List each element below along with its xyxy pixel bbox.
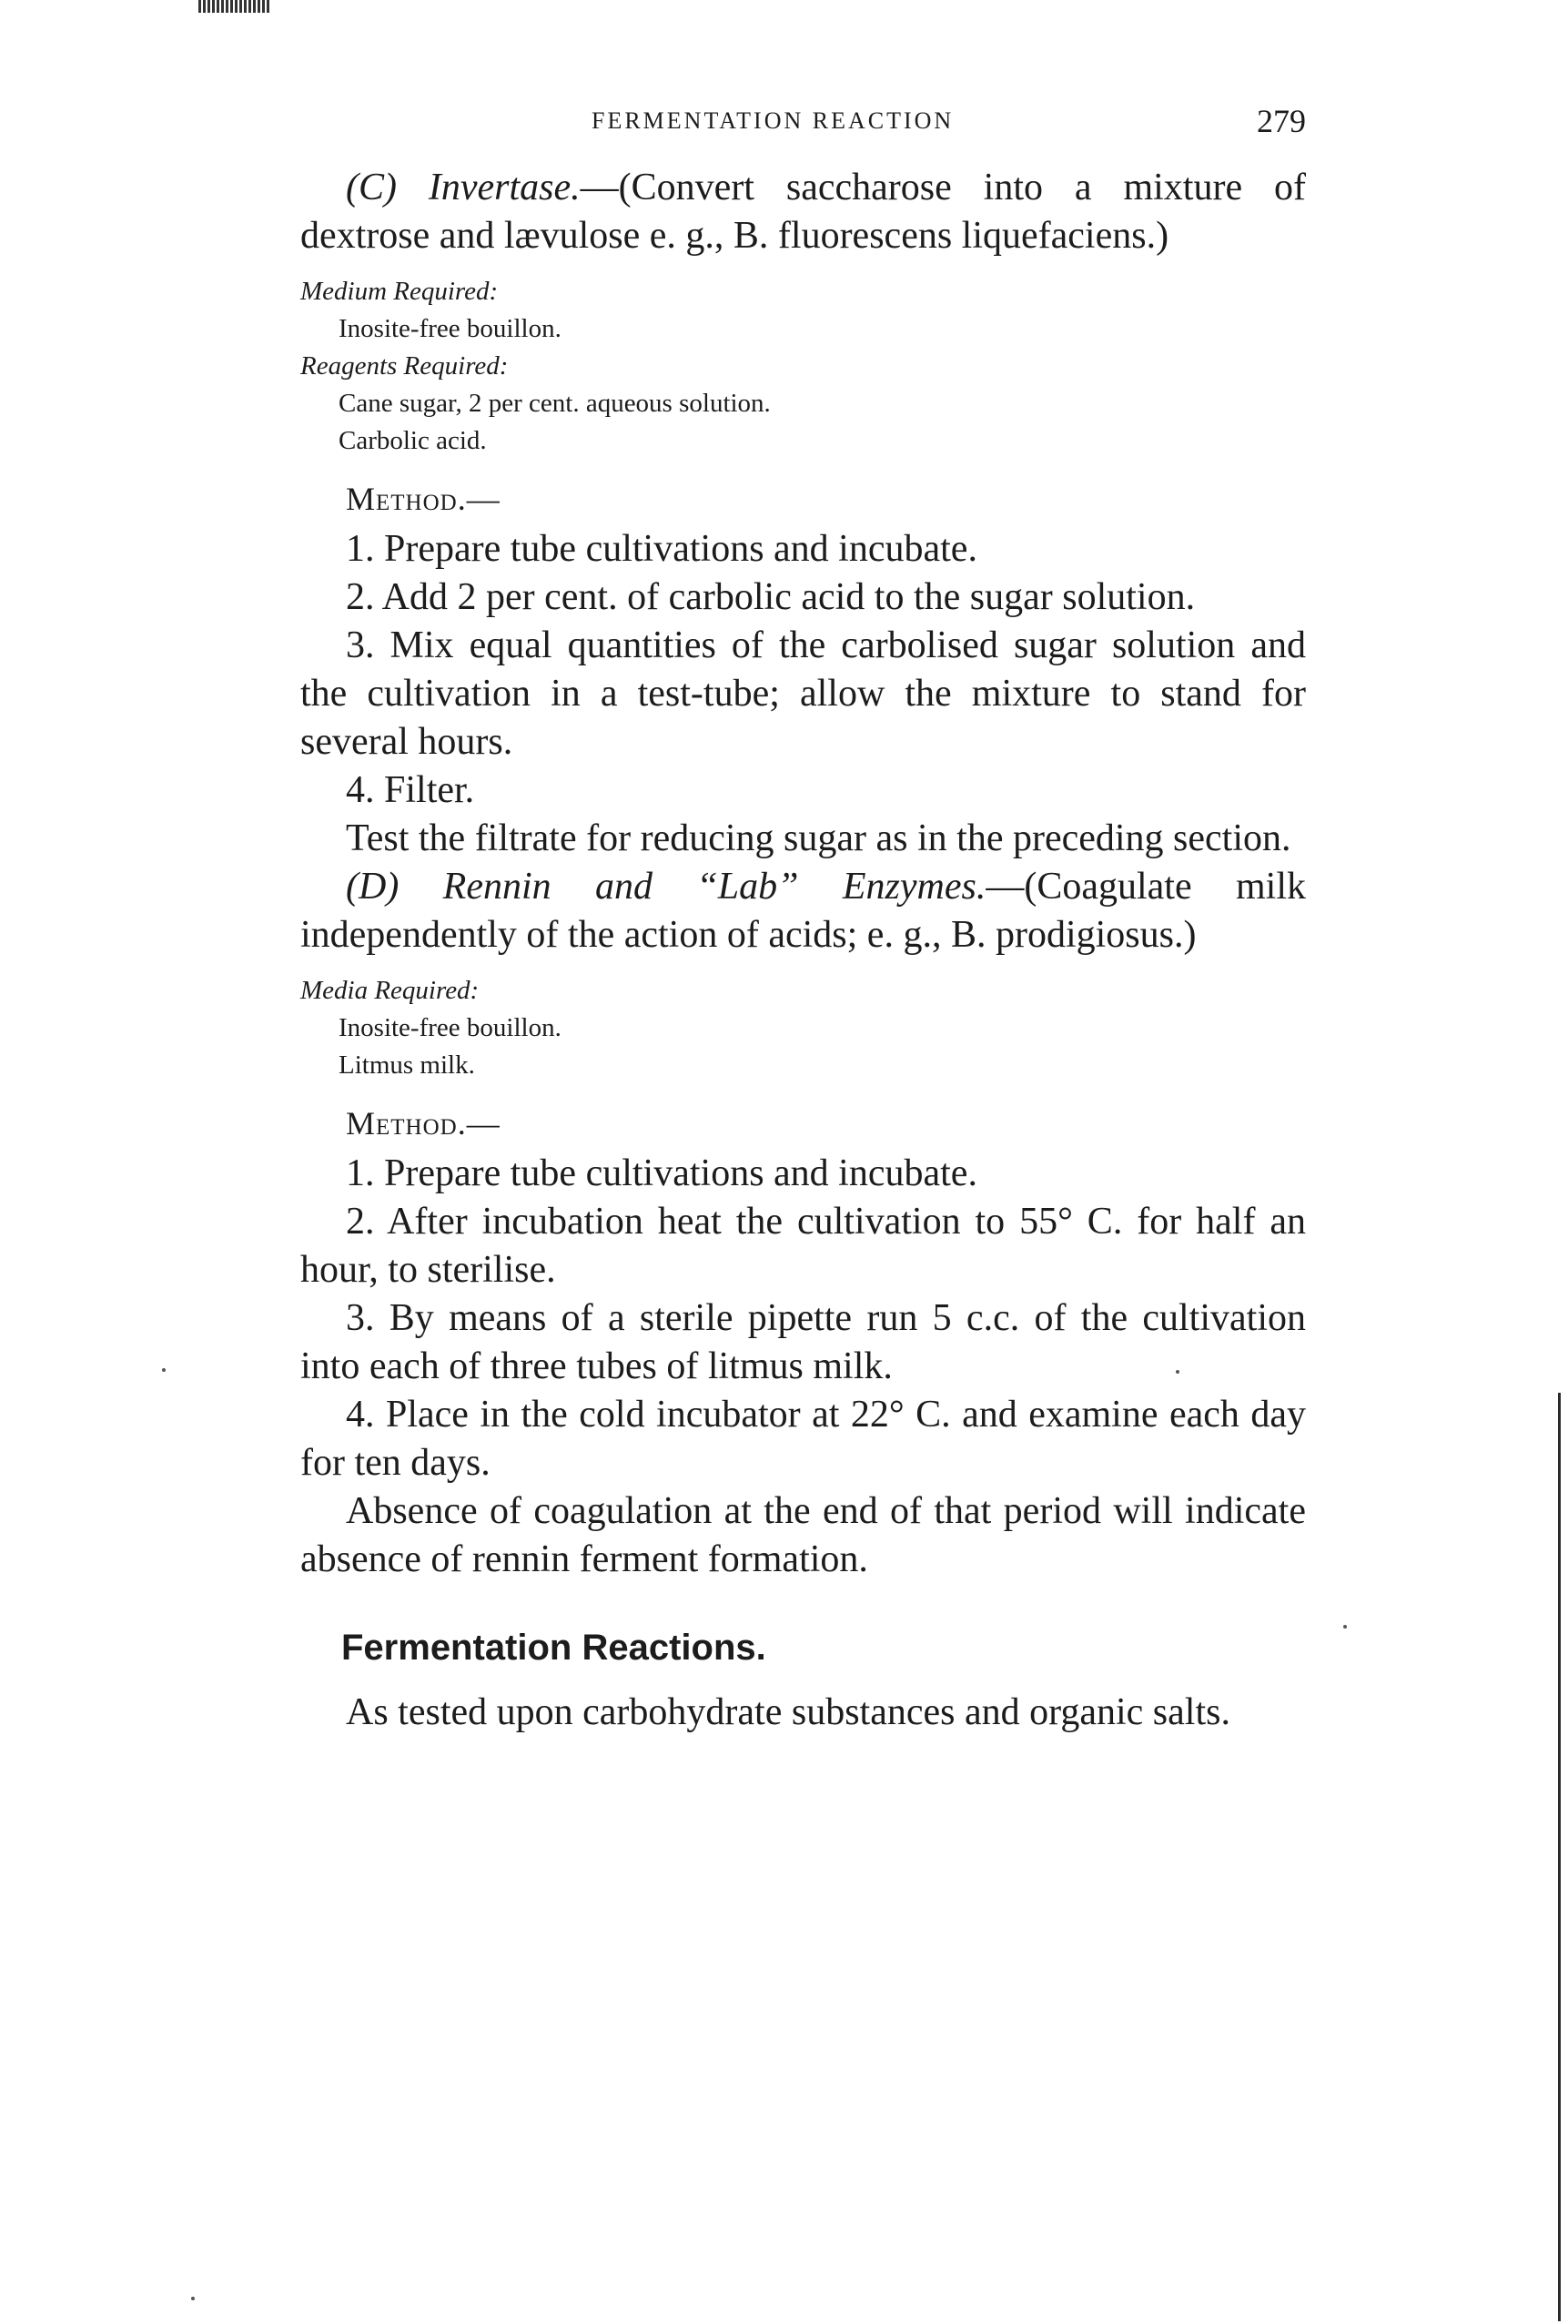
method-step: 2. Add 2 per cent. of carbolic acid to the sugar solution. — [346, 576, 1196, 618]
rennin-title: (D) Rennin and “Lab” Enzymes. — [346, 866, 986, 908]
media-required-label: Media Required: — [300, 976, 480, 1005]
fermentation-reactions-section — [300, 1628, 1306, 1737]
reagent-item: Cane sugar, 2 per cent. aqueous solution. — [339, 389, 771, 418]
method-step: 3. By means of a sterile pipette run 5 c.c. of the cultivation into each of three tubes of litmus milk. — [300, 1297, 1306, 1387]
invertase-description: —(Convert saccharose into a mixture of dextrose and lævulose e. g., B. fluorescens liquefaciens.) — [300, 167, 1306, 257]
rennin-conclusion: Absence of coagulation at the end of that period will indicate absence of rennin ferment formation. — [300, 1490, 1306, 1580]
method-step: 3. Mix equal quantities of the carbolised sugar solution and the cultivation in a test-tube; allow the mixture to stand for several hours. — [300, 624, 1306, 763]
medium-item: Inosite-free bouillon. — [339, 314, 561, 343]
method-heading: Method.— — [346, 481, 501, 517]
method-step: 1. Prepare tube cultivations and incubate. — [346, 1152, 977, 1194]
medium-required-label: Medium Required: — [300, 277, 499, 306]
media-item: Litmus milk. — [339, 1050, 475, 1080]
invertase-intro — [300, 164, 1306, 260]
method-step: 1. Prepare tube cultivations and incubate. — [346, 528, 977, 570]
rennin-section — [300, 863, 1306, 1584]
rennin-description: —(Coagulate milk independently of the action of acids; e. g., B. prodigiosus.) — [300, 866, 1306, 956]
scan-speck — [162, 1368, 166, 1372]
media-item: Inosite-free bouillon. — [339, 1013, 561, 1042]
section-text: As tested upon carbohydrate substances and organic salts. — [346, 1691, 1230, 1733]
method-heading: Method.— — [346, 1105, 501, 1142]
rennin-intro — [300, 863, 1306, 959]
invertase-section — [300, 164, 1306, 863]
method-step: 4. Filter. — [346, 769, 475, 811]
section-heading: Fermentation Reactions. — [341, 1628, 766, 1668]
reagents-required-label: Reagents Required: — [300, 351, 509, 381]
scan-speck — [1343, 1625, 1347, 1629]
book-page — [300, 91, 1306, 1737]
page-number: 279 — [1257, 103, 1306, 139]
reagent-item: Carbolic acid. — [339, 426, 487, 455]
invertase-title: (C) Invertase. — [346, 167, 581, 208]
scan-edge-line — [1558, 1393, 1561, 2321]
test-note: Test the filtrate for reducing sugar as in the preceding section. — [346, 817, 1291, 859]
method-step: 4. Place in the cold incubator at 22° C. and examine each day for ten days. — [300, 1394, 1306, 1484]
scan-speck — [191, 2297, 195, 2300]
running-head — [300, 91, 1306, 164]
method-step: 2. After incubation heat the cultivation to 55° C. for half an hour, to sterilise. — [300, 1201, 1306, 1291]
scan-corner-mark — [198, 0, 271, 13]
running-title: FERMENTATION REACTION — [592, 107, 955, 134]
